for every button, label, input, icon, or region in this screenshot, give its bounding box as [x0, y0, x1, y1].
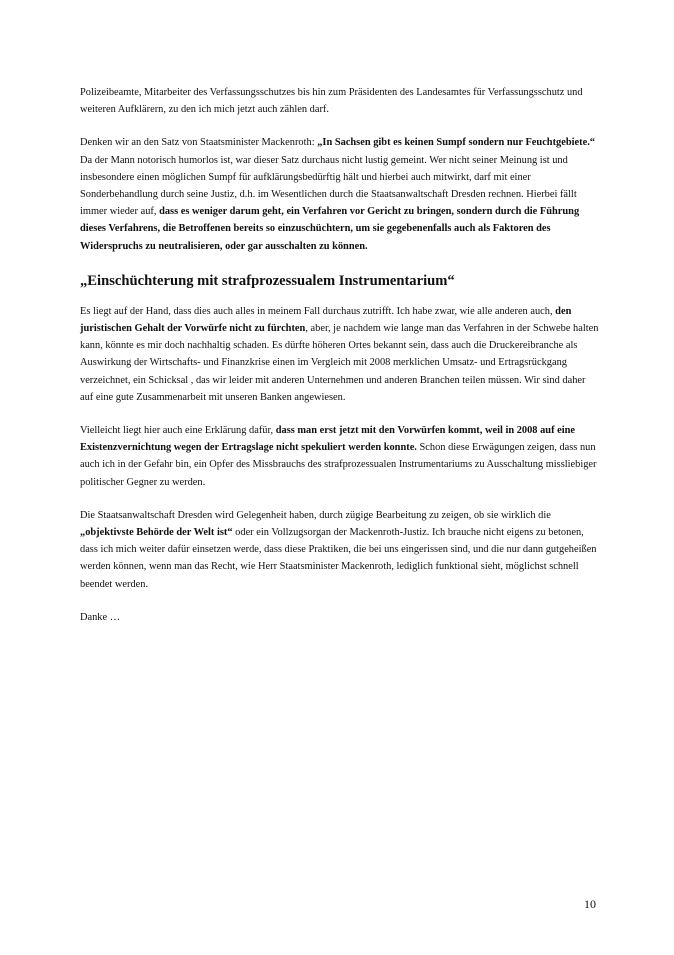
paragraph-3-run-1: Es liegt auf der Hand, dass dies auch alles in meinem Fall durchaus zutrifft. Ich habe zwar, wie alle anderen auch, — [80, 305, 556, 317]
paragraph-5-quote-bold: „objektivste Behörde der Welt ist“ — [80, 527, 233, 539]
paragraph-5-run-1: Die Staatsanwaltschaft Dresden wird Gelegenheit haben, durch zügige Bearbeitung zu zeigen, ob sie wirklich die — [80, 509, 551, 521]
paragraph-3 — [80, 303, 600, 406]
paragraph-3-emphasis-bold: den juristischen Gehalt der Vorwürfe nicht zu fürchten — [80, 305, 572, 335]
page-number: 10 — [584, 897, 596, 911]
closing-text: Danke … — [80, 611, 121, 623]
paragraph-4 — [80, 422, 600, 491]
document-page — [80, 84, 600, 626]
paragraph-1 — [80, 84, 600, 118]
section-heading: „Einschüchterung mit strafprozessualem Instrumentarium“ — [80, 272, 455, 289]
paragraph-1-run-1: Polizeibeamte, Mitarbeiter des Verfassungsschutzes bis hin zum Präsidenten des Landesamtes für Verfassungsschutz und weiteren Aufklärern, zu den ich mich jetzt auch zählen darf. — [80, 87, 583, 116]
paragraph-2-emphasis-bold: dass es weniger darum geht, ein Verfahren vor Gericht zu bringen, sondern durch die Führung dieses Verfahrens, die Betroffenen bereits so einzuschüchtern, um sie gegebenenfalls auch als Faktoren des Widerspruchs zu neutralisieren, oder gar ausschalten zu können. — [80, 206, 580, 252]
paragraph-4-run-3: Schon diese Erwägungen zeigen, dass nun auch ich in der Gefahr bin, ein Opfer des Missbrauchs des strafprozessualen Instrumentariums zu Ausschaltung missliebiger politischer Gegner zu werden. — [80, 442, 597, 488]
paragraph-3-run-3: , aber, je nachdem wie lange man das Verfahren in der Schwebe halten kann, könnte es mir doch nachhaltig schaden. Es dürfte höheren Ortes bekannt sein, dass auch die Druckereibranche als Auswirkung der Wirtschafts- und Finanzkrise einen im Vergleich mit 2008 merklichen Umsatz- und Ertragsrückgang verzeichnet, ein Schicksal , das wir leider mit anderen Unternehmen und anderen Branchen teilen müssen. Wir sind daher auf eine gute Zusammenarbeit mit unseren Banken angewiesen. — [80, 323, 599, 403]
paragraph-4-emphasis-bold: dass man erst jetzt mit den Vorwürfen kommt, weil in 2008 auf eine Existenzvernichtung wegen der Ertragslage nicht spekuliert werden konnte. — [80, 425, 576, 454]
paragraph-2 — [80, 134, 600, 254]
paragraph-2-run-1: Denken wir an den Satz von Staatsminister Mackenroth: — [80, 137, 318, 149]
paragraph-2-run-3: Da der Mann notorisch humorlos ist, war dieser Satz durchaus nicht lustig gemeint. Wer nicht seiner Meinung ist und insbesondere einen möglichen Sumpf für aufklärungsbedürftig hält und hierbei auch mitwirkt, darf mit einer Sonderbehandlung durch seine Justiz, d.h. im Wesentlichen durch die Staatsanwaltschaft Dresden rechnen. Hierbei fällt immer wieder auf, — [80, 154, 577, 218]
paragraph-4-run-1: Vielleicht liegt hier auch eine Erklärung dafür, — [80, 425, 276, 437]
paragraph-5 — [80, 507, 600, 593]
paragraph-5-run-3: oder ein Vollzugsorgan der Mackenroth-Justiz. Ich brauche nicht eigens zu betonen, dass ich mich weiter dafür einsetzen werde, dass diese Praktiken, die bei uns eingerissen sind, und die nur dann gutgeheißen werden können, wenn man das Recht, wie Herr Staatsminister Mackenroth, lediglich funktional sieht, möglichst schnell beendet werden. — [80, 527, 597, 590]
paragraph-2-quote-bold: „In Sachsen gibt es keinen Sumpf sondern nur Feuchtgebiete.“ — [317, 137, 595, 149]
